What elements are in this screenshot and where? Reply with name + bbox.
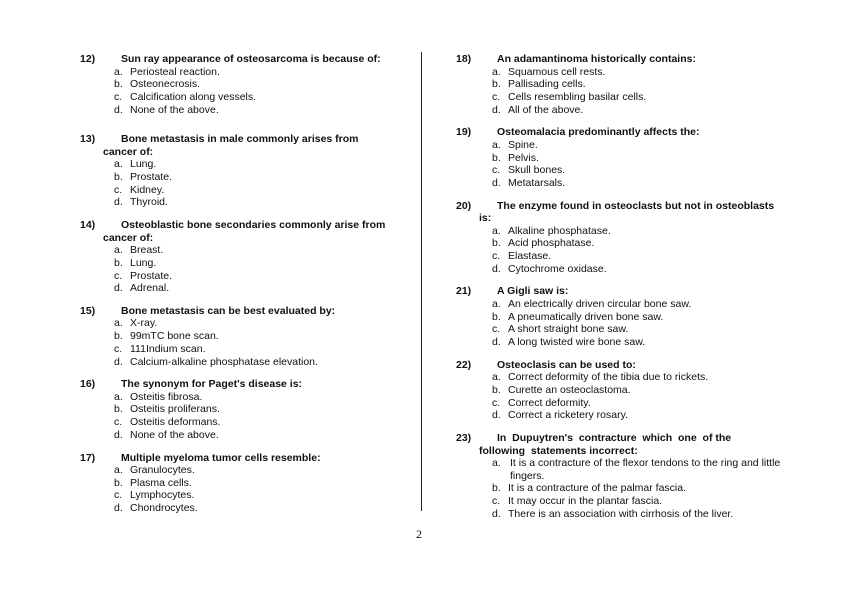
option-text: A short straight bone saw. <box>508 323 629 336</box>
option-text: Correct a ricketery rosary. <box>508 409 628 422</box>
option-letter: c. <box>492 250 501 263</box>
option-letter: a. <box>114 65 123 78</box>
option-letter: c. <box>492 396 501 409</box>
question-19 <box>456 126 801 189</box>
option <box>492 311 801 324</box>
options-list <box>80 317 410 368</box>
option <box>492 177 801 190</box>
option-text: Cells resembling basilar cells. <box>508 90 647 103</box>
option <box>492 78 801 91</box>
option <box>492 336 801 349</box>
option <box>492 66 801 79</box>
question-text: The enzyme found in osteoclasts but not in osteoblasts <box>497 199 775 212</box>
question-text: Osteoclasis can be used to: <box>497 358 636 371</box>
option-text: It is a contracture of the palmar fascia. <box>508 482 686 495</box>
page-number: 2 <box>416 527 422 541</box>
question-text-continued: is: <box>479 212 492 225</box>
option <box>114 171 410 184</box>
option-letter: c. <box>492 495 501 508</box>
question-20 <box>456 200 801 276</box>
option <box>492 457 792 482</box>
option-text: 111Indium scan. <box>130 342 206 355</box>
question-heading <box>80 305 410 318</box>
question-16 <box>80 378 410 441</box>
question-text: A Gigli saw is: <box>497 285 569 298</box>
option-letter: c. <box>492 90 501 103</box>
option-text: Metatarsals. <box>508 176 566 189</box>
option <box>114 477 410 490</box>
option-text: Curette an osteoclastoma. <box>508 383 631 396</box>
question-text-continued: cancer of: <box>103 145 154 158</box>
option-letter: c. <box>114 90 123 103</box>
option-text: Spine. <box>508 138 538 151</box>
option <box>492 250 801 263</box>
option <box>492 139 801 152</box>
option-letter: c. <box>492 323 501 336</box>
question-heading <box>456 200 801 213</box>
option <box>114 282 410 295</box>
option-letter: c. <box>492 164 501 177</box>
option-letter: c. <box>114 269 123 282</box>
options-list <box>456 225 801 276</box>
option <box>114 330 410 343</box>
question-number: 14) <box>80 219 96 232</box>
option <box>114 489 410 502</box>
question-text: The synonym for Paget's disease is: <box>121 378 303 391</box>
question-heading <box>456 432 801 445</box>
option <box>492 225 801 238</box>
option-text: There is an association with cirrhosis of the liver. <box>508 507 734 520</box>
option <box>114 464 410 477</box>
option-letter: b. <box>492 482 501 495</box>
option-letter: d. <box>114 355 123 368</box>
question-number: 17) <box>80 451 96 464</box>
option <box>492 263 801 276</box>
option <box>114 270 410 283</box>
option <box>114 91 410 104</box>
options-list <box>456 371 801 422</box>
option-letter: d. <box>114 196 123 209</box>
option-letter: a. <box>492 371 501 384</box>
option <box>492 323 801 336</box>
option <box>492 164 801 177</box>
option-letter: a. <box>114 317 123 330</box>
question-number: 15) <box>80 304 96 317</box>
question-15 <box>80 305 410 368</box>
options-list <box>456 457 792 521</box>
option-letter: d. <box>492 103 501 116</box>
option-letter: d. <box>114 428 123 441</box>
question-text: Osteomalacia predominantly affects the: <box>497 126 700 139</box>
option-text: Thyroid. <box>130 196 168 209</box>
question-heading <box>80 53 410 66</box>
question-text-continued: following statements incorrect: <box>479 444 638 457</box>
option-letter: c. <box>114 416 123 429</box>
column-divider <box>421 52 422 511</box>
option-letter: a. <box>114 464 123 477</box>
option-letter: a. <box>492 224 501 237</box>
option-text: Breast. <box>130 244 164 257</box>
option-text: Calcium-alkaline phosphatase elevation. <box>130 355 318 368</box>
option-letter: b. <box>492 237 501 250</box>
option-letter: b. <box>114 78 123 91</box>
option-text: Pelvis. <box>508 151 539 164</box>
option-text: Prostate. <box>130 269 173 282</box>
option <box>492 237 801 250</box>
option <box>492 371 801 384</box>
option <box>114 343 410 356</box>
option-text: Lymphocytes. <box>130 489 195 502</box>
option <box>492 508 792 521</box>
option-letter: c. <box>114 489 123 502</box>
question-21 <box>456 285 801 348</box>
option-letter: a. <box>114 244 123 257</box>
question-17 <box>80 452 410 515</box>
question-13 <box>80 133 410 209</box>
option <box>114 403 410 416</box>
option <box>114 317 410 330</box>
options-list <box>456 139 801 190</box>
question-number: 18) <box>456 53 472 65</box>
option-letter: b. <box>114 476 123 489</box>
option <box>492 384 801 397</box>
option-text: Granulocytes. <box>130 464 195 477</box>
option-letter: a. <box>492 457 501 470</box>
question-number: 22) <box>456 358 472 371</box>
option-text: Alkaline phosphatase. <box>508 224 611 237</box>
question-heading <box>456 126 801 139</box>
option-text: An electrically driven circular bone saw. <box>508 297 692 310</box>
option-text: Pallisading cells. <box>508 78 586 91</box>
option-letter: a. <box>114 390 123 403</box>
question-heading <box>456 359 801 372</box>
question-text: Bone metastasis in male commonly arises from <box>121 133 359 146</box>
option-text: Correct deformity. <box>508 396 591 409</box>
option-text: Acid phosphatase. <box>508 237 595 250</box>
question-heading <box>456 53 801 66</box>
option <box>492 91 801 104</box>
option-letter: a. <box>492 138 501 151</box>
option-text: Plasma cells. <box>130 476 192 489</box>
option-text: None of the above. <box>130 428 219 441</box>
option <box>114 429 410 442</box>
option <box>492 104 801 117</box>
option-text: Periosteal reaction. <box>130 65 220 78</box>
options-list <box>80 464 410 515</box>
option-text: X-ray. <box>130 317 158 330</box>
option <box>114 502 410 515</box>
option-text: Kidney. <box>130 183 165 196</box>
left-column <box>80 53 410 525</box>
option-letter: a. <box>492 297 501 310</box>
question-number: 16) <box>80 378 96 391</box>
option-letter: b. <box>492 78 501 91</box>
option <box>114 66 410 79</box>
option <box>114 391 410 404</box>
question-14 <box>80 219 410 295</box>
question-text: Bone metastasis can be best evaluated by: <box>121 304 336 317</box>
option-letter: d. <box>492 262 501 275</box>
question-heading <box>80 378 410 391</box>
option-letter: d. <box>114 103 123 116</box>
question-heading <box>80 133 410 146</box>
option <box>114 158 410 171</box>
option-text: None of the above. <box>130 103 219 116</box>
option-letter: d. <box>492 409 501 422</box>
option-letter: c. <box>114 342 123 355</box>
option <box>492 409 801 422</box>
option-text: Osteitis fibrosa. <box>130 390 203 403</box>
option-letter: b. <box>492 383 501 396</box>
option-text: Calcification along vessels. <box>130 90 257 103</box>
option <box>114 196 410 209</box>
question-22 <box>456 359 801 422</box>
option-text: It is a contracture of the flexor tendons to the ring and little fingers. <box>510 457 781 482</box>
option-letter: a. <box>114 158 123 171</box>
option-text: Elastase. <box>508 250 552 263</box>
option-text: All of the above. <box>508 103 584 116</box>
option <box>114 184 410 197</box>
option <box>114 257 410 270</box>
option-text: Osteonecrosis. <box>130 78 201 91</box>
question-number: 21) <box>456 285 472 298</box>
question-number: 20) <box>456 199 472 212</box>
option-text: Adrenal. <box>130 282 170 295</box>
option-text: Squamous cell rests. <box>508 65 606 78</box>
question-12 <box>80 53 410 116</box>
question-text: Osteoblastic bone secondaries commonly arise from <box>121 219 386 232</box>
option-letter: b. <box>114 403 123 416</box>
options-list <box>80 66 410 117</box>
option <box>492 298 801 311</box>
question-text: In Dupuytren's contracture which one of the <box>497 432 732 445</box>
option-text: Prostate. <box>130 171 173 184</box>
option-letter: d. <box>492 507 501 520</box>
option <box>114 104 410 117</box>
question-number: 19) <box>456 126 472 139</box>
question-heading <box>456 285 801 298</box>
options-list <box>80 391 410 442</box>
option-text: Lung. <box>130 158 157 171</box>
question-heading <box>80 452 410 465</box>
option <box>114 416 410 429</box>
question-18 <box>456 53 801 116</box>
option <box>114 356 410 369</box>
question-number: 13) <box>80 133 96 146</box>
option-text: Osteitis proliferans. <box>130 403 220 416</box>
option-letter: d. <box>492 336 501 349</box>
question-text: Sun ray appearance of osteosarcoma is because of: <box>121 53 381 65</box>
question-text-continued: cancer of: <box>103 231 154 244</box>
option-text: Lung. <box>130 256 157 269</box>
option-text: Chondrocytes. <box>130 502 198 515</box>
right-column <box>456 53 801 531</box>
option-text: Osteitis deformans. <box>130 416 221 429</box>
option <box>492 482 792 495</box>
option-letter: b. <box>114 256 123 269</box>
option-text: Cytochrome oxidase. <box>508 262 607 275</box>
option-text: It may occur in the plantar fascia. <box>508 495 663 508</box>
option-text: Correct deformity of the tibia due to rickets. <box>508 371 709 384</box>
question-heading <box>80 219 410 232</box>
options-list <box>80 244 410 295</box>
question-23 <box>456 432 801 521</box>
options-list <box>456 298 801 349</box>
option <box>114 78 410 91</box>
option-letter: b. <box>492 310 501 323</box>
option-letter: b. <box>492 151 501 164</box>
option-letter: d. <box>492 176 501 189</box>
question-number: 23) <box>456 432 472 445</box>
question-text: An adamantinoma historically contains: <box>497 53 696 65</box>
option-letter: c. <box>114 183 123 196</box>
question-text: Multiple myeloma tumor cells resemble: <box>121 451 321 464</box>
option <box>492 152 801 165</box>
option-text: Skull bones. <box>508 164 566 177</box>
option-letter: b. <box>114 330 123 343</box>
option <box>492 495 792 508</box>
option-text: A pneumatically driven bone saw. <box>508 310 664 323</box>
option <box>114 244 410 257</box>
option-text: A long twisted wire bone saw. <box>508 336 646 349</box>
option-letter: d. <box>114 282 123 295</box>
option-letter: d. <box>114 502 123 515</box>
options-list <box>80 158 410 209</box>
option-letter: a. <box>492 65 501 78</box>
question-number: 12) <box>80 53 96 65</box>
option-text: 99mTC bone scan. <box>130 330 219 343</box>
option <box>492 397 801 410</box>
option-letter: b. <box>114 171 123 184</box>
options-list <box>456 66 801 117</box>
